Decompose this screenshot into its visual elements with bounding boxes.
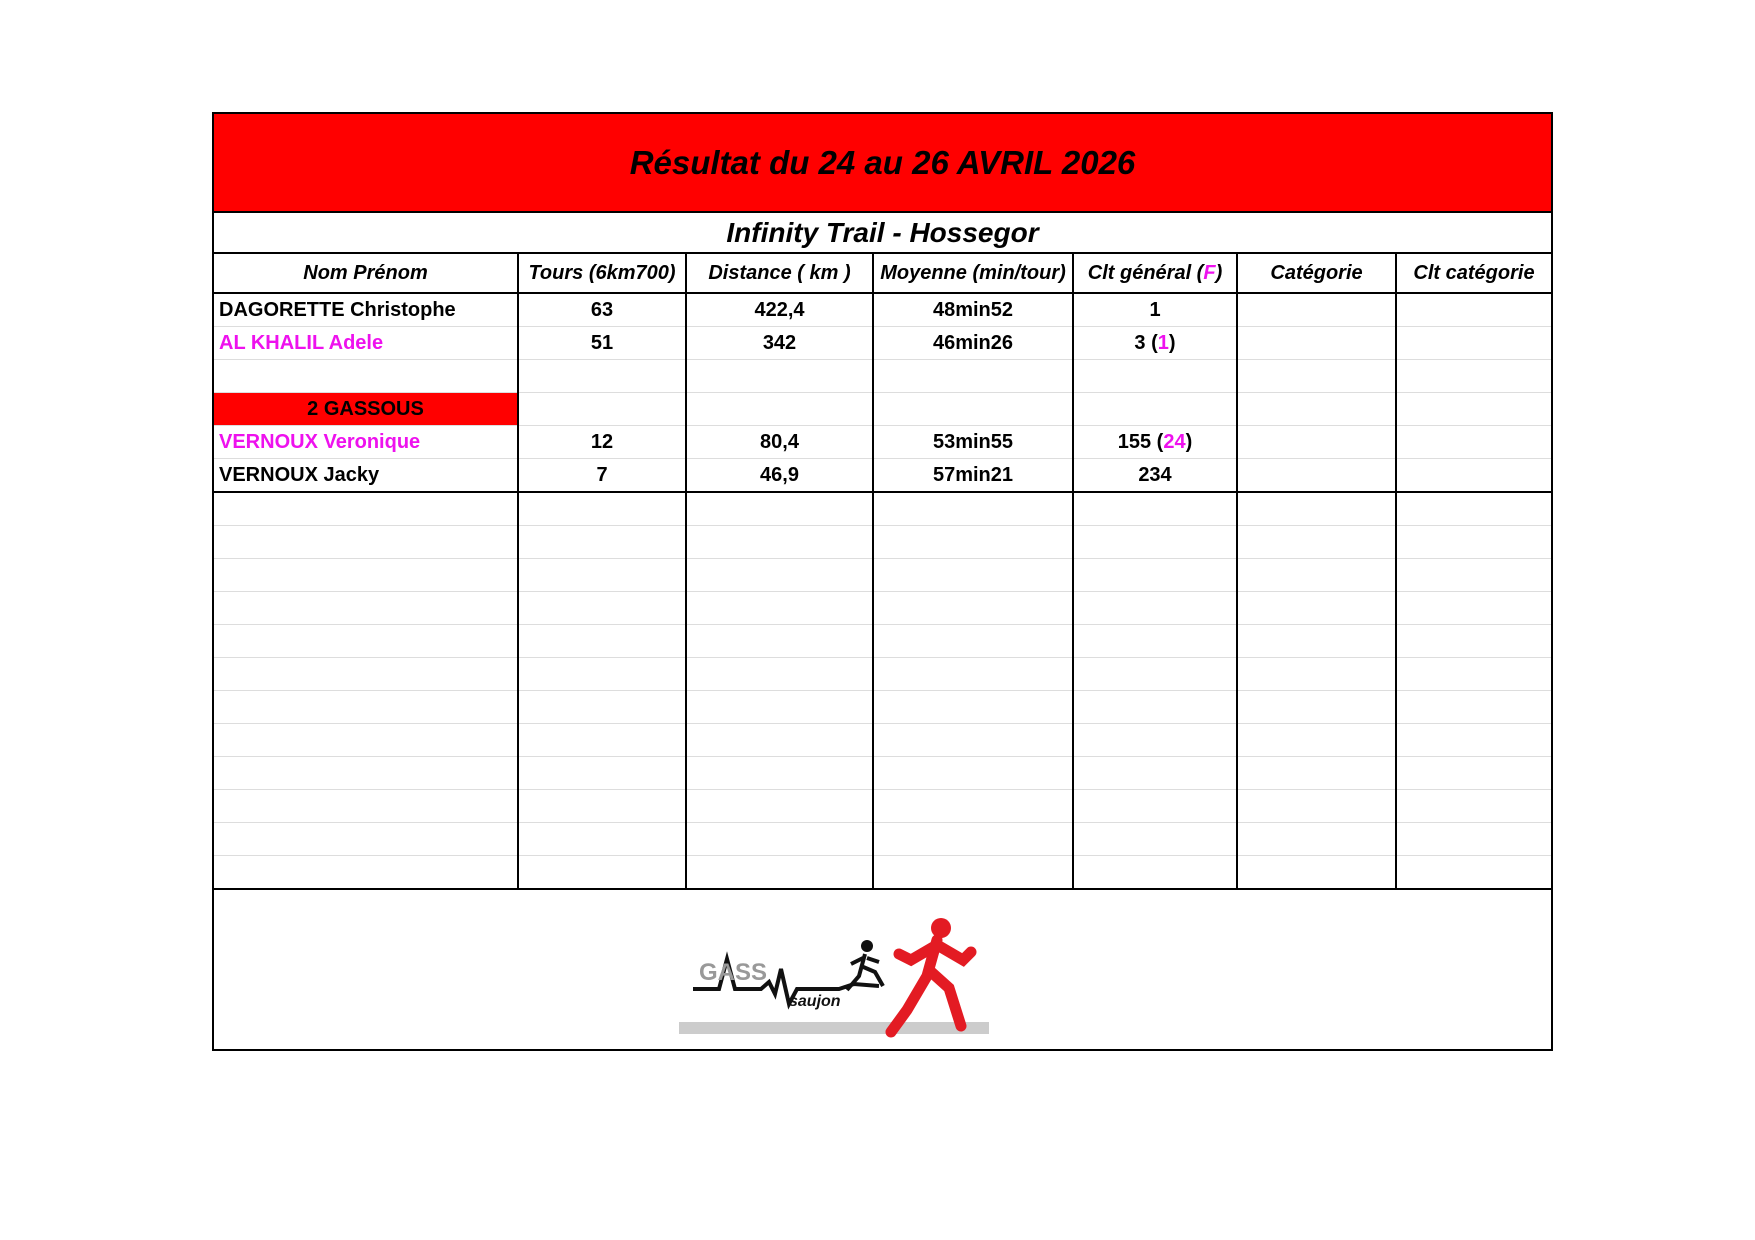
cell-tours <box>518 790 686 823</box>
clt-value: 155 ( <box>1117 430 1164 453</box>
cell-tours <box>518 625 686 658</box>
empty-table-row <box>214 757 1551 790</box>
cell-distance <box>686 492 873 526</box>
cell-tours: 12 <box>518 426 686 459</box>
cell-name <box>214 559 518 592</box>
cell-distance <box>686 559 873 592</box>
clt-close: ) <box>1168 331 1176 354</box>
cell-distance: 342 <box>686 327 873 360</box>
cell-name <box>214 856 518 890</box>
cell-categorie <box>1237 459 1396 493</box>
cell-name: AL KHALIL Adele <box>214 327 518 360</box>
cell-distance <box>686 691 873 724</box>
logo-subtext: saujon <box>789 993 841 1010</box>
cell-moyenne <box>873 360 1073 393</box>
clt-general-f-marker: F <box>1203 261 1216 284</box>
clt-general-close: ) <box>1215 261 1223 284</box>
table-row <box>214 426 1551 459</box>
cell-clt-categorie <box>1396 823 1551 856</box>
empty-table-row <box>214 856 1551 890</box>
cell-clt-general <box>1073 526 1237 559</box>
logo-text: GASS <box>699 959 768 986</box>
cell-categorie <box>1237 360 1396 393</box>
cell-moyenne: 48min52 <box>873 293 1073 327</box>
cell-moyenne <box>873 823 1073 856</box>
cell-tours <box>518 658 686 691</box>
cell-clt-general: 234 <box>1073 459 1237 493</box>
empty-table-row <box>214 724 1551 757</box>
cell-tours <box>518 559 686 592</box>
cell-categorie <box>1237 526 1396 559</box>
cell-categorie <box>1237 790 1396 823</box>
cell-name <box>214 724 518 757</box>
cell-distance: 80,4 <box>686 426 873 459</box>
group-row <box>214 393 1551 426</box>
cell-moyenne <box>873 393 1073 426</box>
clt-close: ) <box>1185 430 1193 453</box>
cell-clt-general <box>1073 592 1237 625</box>
clt-general-label: Clt général ( <box>1087 261 1204 284</box>
cell-tours <box>518 526 686 559</box>
results-sheet <box>212 112 1553 1051</box>
empty-table-row <box>214 691 1551 724</box>
cell-clt-categorie <box>1396 592 1551 625</box>
cell-name <box>214 823 518 856</box>
cell-clt-general <box>1073 393 1237 426</box>
event-subtitle: Infinity Trail - Hossegor <box>214 213 1551 254</box>
cell-clt-categorie <box>1396 360 1551 393</box>
empty-table-row <box>214 625 1551 658</box>
clt-female-rank: 24 <box>1163 430 1186 453</box>
cell-distance <box>686 757 873 790</box>
table-row <box>214 459 1551 493</box>
cell-clt-categorie <box>1396 658 1551 691</box>
cell-distance <box>686 393 873 426</box>
cell-tours <box>518 360 686 393</box>
cell-distance <box>686 790 873 823</box>
cell-moyenne <box>873 559 1073 592</box>
cell-categorie <box>1237 856 1396 890</box>
clt-value: 3 ( <box>1134 331 1158 354</box>
cell-tours <box>518 592 686 625</box>
cell-clt-general <box>1073 426 1237 459</box>
cell-categorie <box>1237 559 1396 592</box>
cell-categorie <box>1237 691 1396 724</box>
cell-clt-categorie <box>1396 327 1551 360</box>
cell-categorie <box>1237 625 1396 658</box>
empty-table-row <box>214 526 1551 559</box>
cell-categorie <box>1237 823 1396 856</box>
cell-name <box>214 658 518 691</box>
cell-moyenne <box>873 592 1073 625</box>
cell-moyenne <box>873 856 1073 890</box>
cell-name: VERNOUX Jacky <box>214 459 518 493</box>
cell-moyenne <box>873 658 1073 691</box>
cell-clt-general <box>1073 559 1237 592</box>
cell-tours <box>518 823 686 856</box>
cell-clt-categorie <box>1396 790 1551 823</box>
cell-clt-categorie <box>1396 724 1551 757</box>
cell-clt-categorie <box>1396 559 1551 592</box>
table-row <box>214 360 1551 393</box>
cell-categorie <box>1237 724 1396 757</box>
cell-distance <box>686 625 873 658</box>
cell-moyenne <box>873 625 1073 658</box>
cell-clt-general <box>1073 360 1237 393</box>
cell-distance <box>686 658 873 691</box>
cell-moyenne <box>873 757 1073 790</box>
col-header-clt-general <box>1073 254 1237 293</box>
cell-categorie <box>1237 592 1396 625</box>
cell-clt-categorie <box>1396 526 1551 559</box>
page-title: Résultat du 24 au 26 AVRIL 2026 <box>629 143 1136 181</box>
cell-categorie <box>1237 658 1396 691</box>
empty-table-row <box>214 658 1551 691</box>
cell-distance <box>686 592 873 625</box>
cell-tours <box>518 492 686 526</box>
cell-distance <box>686 823 873 856</box>
cell-name <box>214 492 518 526</box>
cell-clt-general <box>1073 724 1237 757</box>
cell-clt-categorie <box>1396 393 1551 426</box>
col-header-distance: Distance ( km ) <box>686 254 873 293</box>
cell-moyenne: 57min21 <box>873 459 1073 493</box>
cell-tours <box>518 393 686 426</box>
cell-clt-categorie <box>1396 426 1551 459</box>
cell-clt-general <box>1073 790 1237 823</box>
col-header-clt-categorie: Clt catégorie <box>1396 254 1551 293</box>
title-band <box>214 114 1551 213</box>
empty-table-row <box>214 790 1551 823</box>
cell-clt-categorie <box>1396 492 1551 526</box>
gass-saujon-logo <box>679 914 989 1042</box>
cell-moyenne <box>873 691 1073 724</box>
cell-clt-general <box>1073 856 1237 890</box>
cell-name <box>214 691 518 724</box>
cell-categorie <box>1237 492 1396 526</box>
cell-moyenne <box>873 526 1073 559</box>
cell-tours <box>518 757 686 790</box>
cell-tours <box>518 856 686 890</box>
cell-name: VERNOUX Veronique <box>214 426 518 459</box>
cell-moyenne <box>873 724 1073 757</box>
cell-categorie <box>1237 757 1396 790</box>
results-table <box>214 254 1551 890</box>
cell-clt-categorie <box>1396 459 1551 493</box>
cell-name <box>214 592 518 625</box>
col-header-name: Nom Prénom <box>214 254 518 293</box>
cell-clt-general <box>1073 823 1237 856</box>
runner-large-icon <box>891 918 971 1032</box>
runner-small-icon <box>847 940 883 990</box>
cell-moyenne: 53min55 <box>873 426 1073 459</box>
cell-categorie <box>1237 327 1396 360</box>
cell-distance <box>686 526 873 559</box>
cell-distance: 422,4 <box>686 293 873 327</box>
cell-name <box>214 526 518 559</box>
cell-tours <box>518 724 686 757</box>
cell-distance: 46,9 <box>686 459 873 493</box>
cell-moyenne <box>873 492 1073 526</box>
cell-clt-general <box>1073 658 1237 691</box>
empty-table-row <box>214 823 1551 856</box>
cell-categorie <box>1237 293 1396 327</box>
cell-clt-general <box>1073 327 1237 360</box>
cell-clt-categorie <box>1396 757 1551 790</box>
table-row <box>214 293 1551 327</box>
empty-table-row <box>214 559 1551 592</box>
cell-moyenne <box>873 790 1073 823</box>
cell-name: DAGORETTE Christophe <box>214 293 518 327</box>
table-header-row <box>214 254 1551 293</box>
cell-name <box>214 625 518 658</box>
cell-categorie <box>1237 393 1396 426</box>
empty-table-row <box>214 492 1551 526</box>
cell-clt-categorie <box>1396 691 1551 724</box>
cell-clt-general: 1 <box>1073 293 1237 327</box>
cell-clt-categorie <box>1396 856 1551 890</box>
cell-clt-categorie <box>1396 293 1551 327</box>
cell-name <box>214 360 518 393</box>
cell-moyenne: 46min26 <box>873 327 1073 360</box>
cell-clt-general <box>1073 625 1237 658</box>
empty-table-row <box>214 592 1551 625</box>
cell-name <box>214 757 518 790</box>
clt-female-rank: 1 <box>1157 331 1169 354</box>
table-row <box>214 327 1551 360</box>
cell-tours: 7 <box>518 459 686 493</box>
col-header-moyenne: Moyenne (min/tour) <box>873 254 1073 293</box>
cell-name <box>214 790 518 823</box>
cell-clt-general <box>1073 757 1237 790</box>
cell-clt-general <box>1073 492 1237 526</box>
cell-categorie <box>1237 426 1396 459</box>
col-header-categorie: Catégorie <box>1237 254 1396 293</box>
cell-clt-categorie <box>1396 625 1551 658</box>
cell-tours: 63 <box>518 293 686 327</box>
group-label: 2 GASSOUS <box>214 393 518 426</box>
cell-tours <box>518 691 686 724</box>
cell-distance <box>686 856 873 890</box>
cell-distance <box>686 360 873 393</box>
cell-distance <box>686 724 873 757</box>
cell-tours: 51 <box>518 327 686 360</box>
col-header-tours: Tours (6km700) <box>518 254 686 293</box>
cell-clt-general <box>1073 691 1237 724</box>
